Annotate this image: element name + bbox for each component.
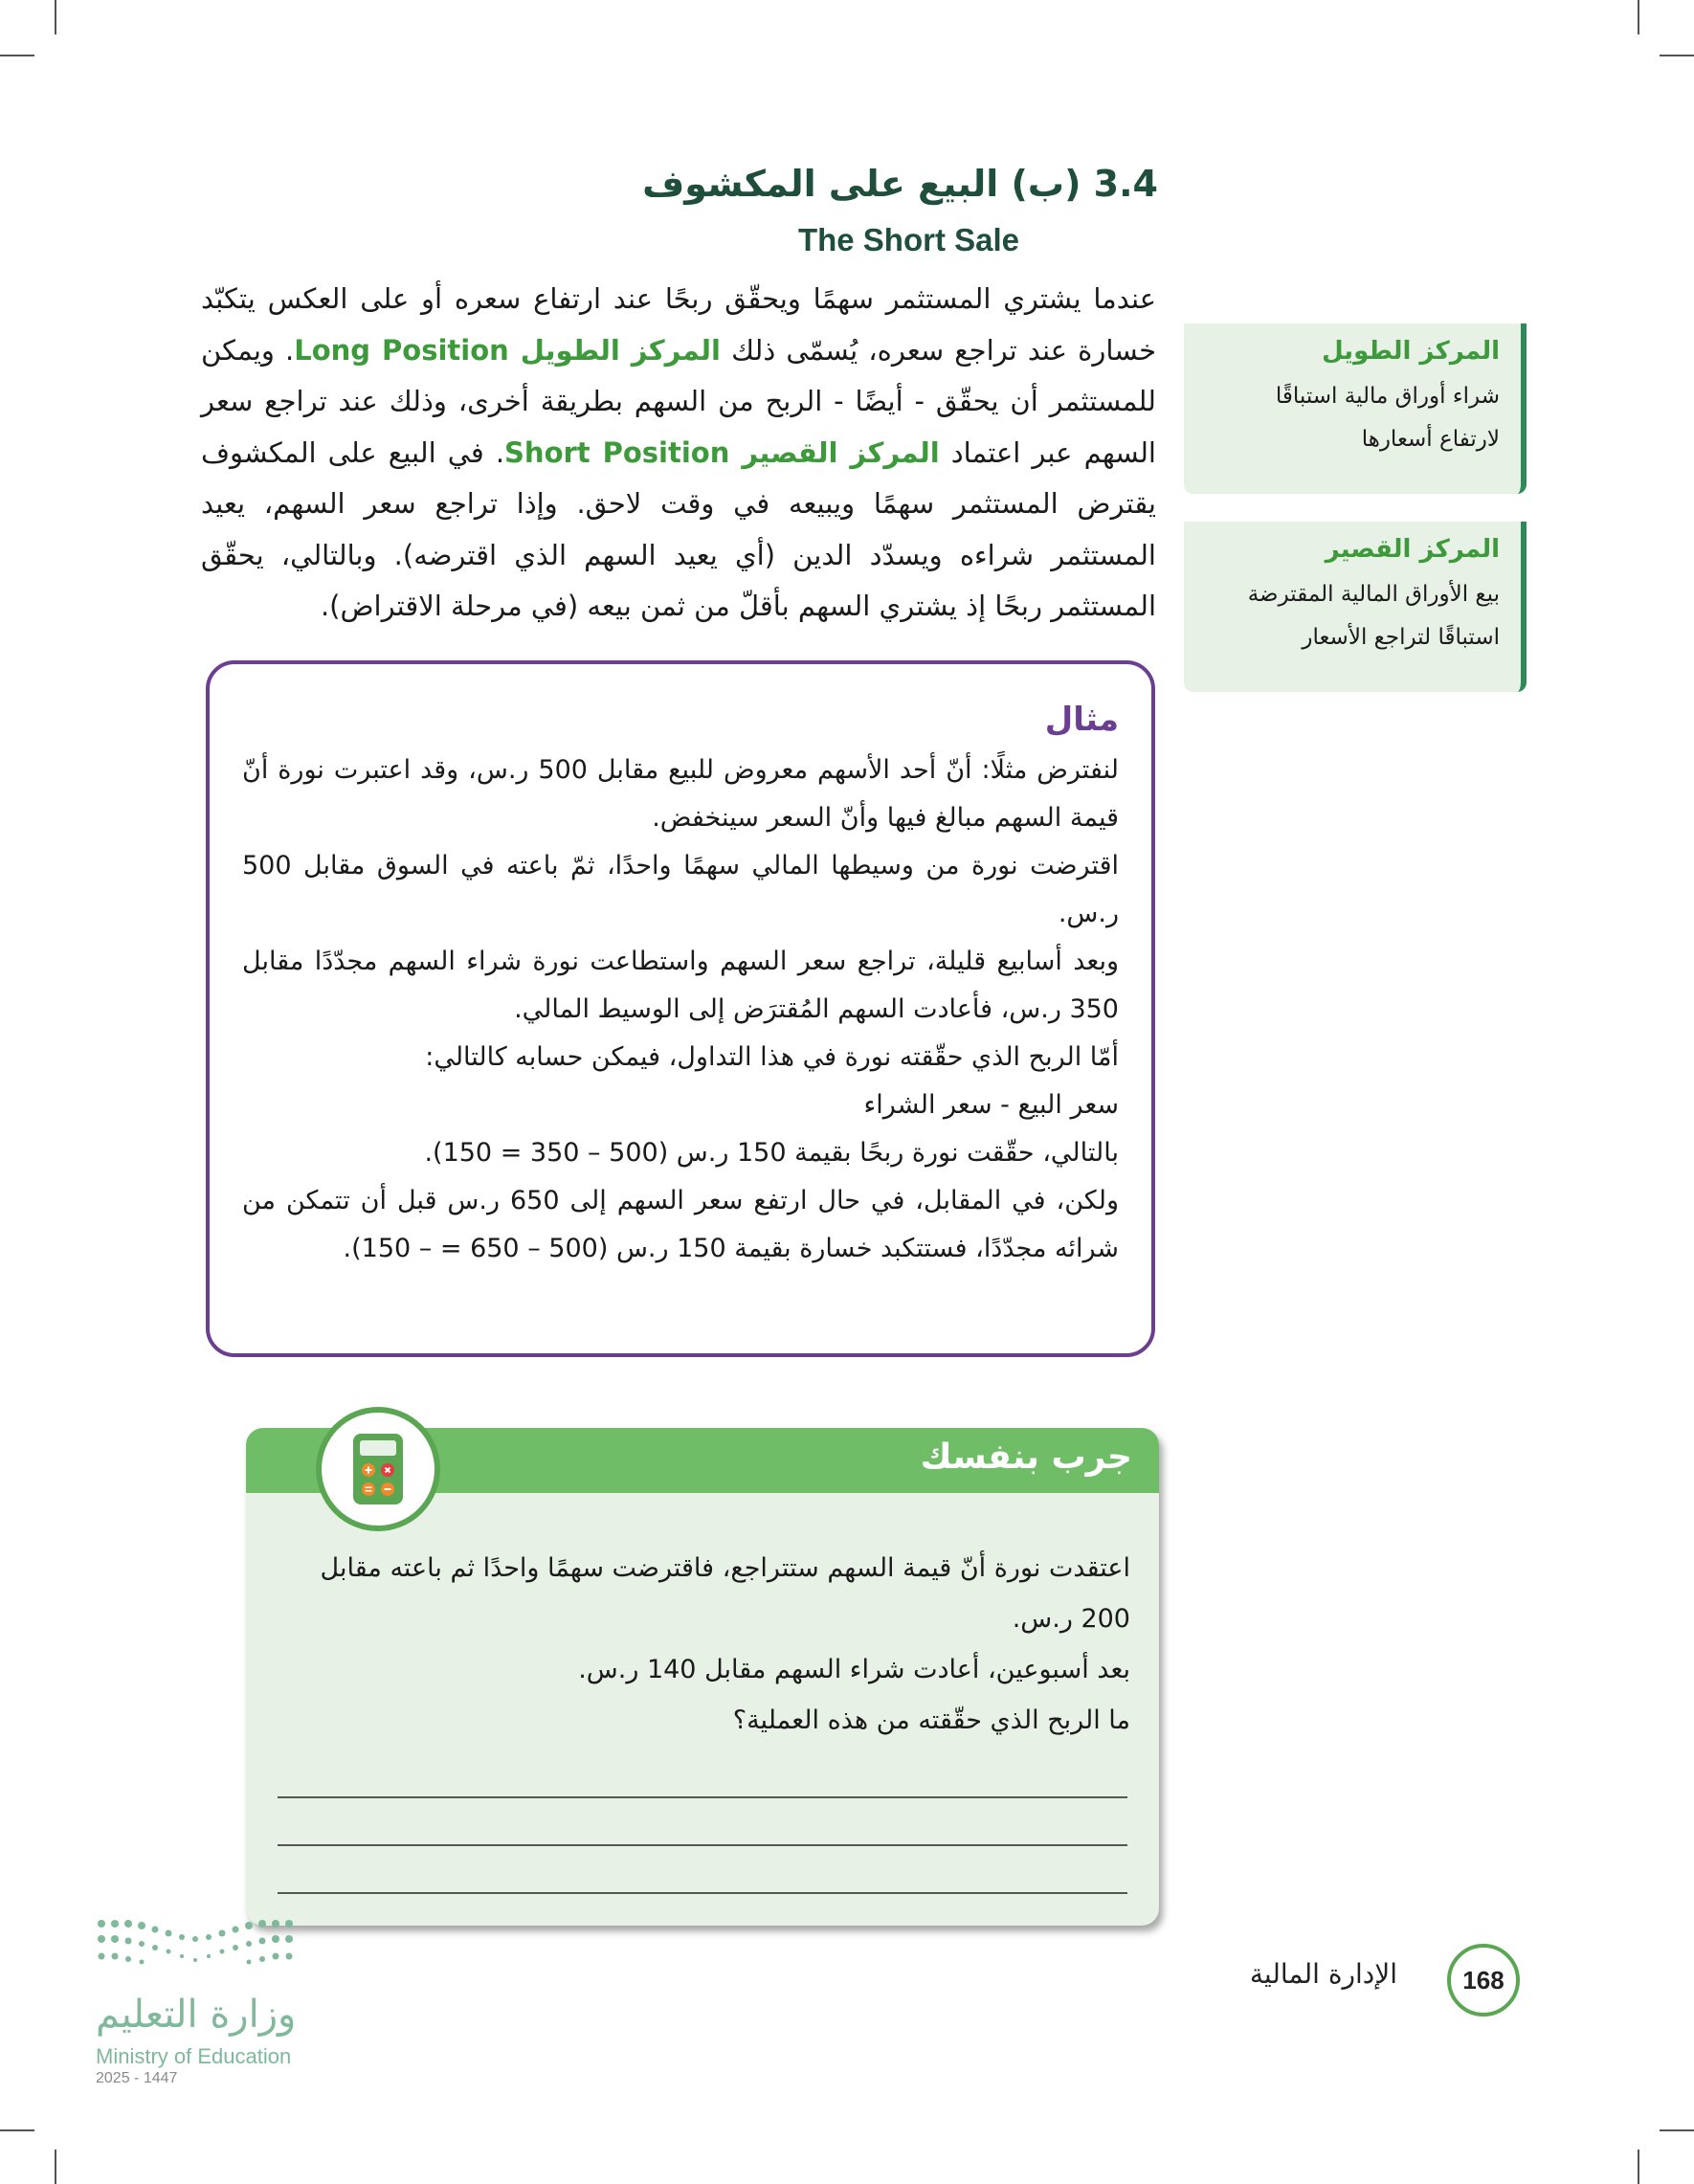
glossary-short-position bbox=[1184, 522, 1527, 692]
glossary-term: المركز الطويل bbox=[1322, 337, 1500, 366]
example-line: سعر البيع - سعر الشراء bbox=[863, 1090, 1119, 1120]
answer-line bbox=[278, 1796, 1127, 1798]
example-line: بالتالي، حقّقت نورة ربحًا بقيمة 150 ر.س (500 – 350 = 150). bbox=[424, 1138, 1119, 1168]
example-line: لنفترض مثلًا: أنّ أحد الأسهم معروض للبيع مقابل 500 ر.س، وقد اعتبرت نورة أنّ قيمة السهم مبالغ فيها وأنّ السعر سينخفض. bbox=[242, 755, 1119, 833]
try-yourself-box bbox=[246, 1428, 1159, 1926]
glossary-definition: لارتفاع أسعارها bbox=[1361, 427, 1500, 452]
ministry-name-english: Ministry of Education bbox=[96, 2044, 292, 2068]
intro-text-3: . في البيع على المكشوف يقترض المستثمر سهمًا ويبيعه في وقت لاحق. وإذا تراجع سعر السهم، يعيد المستثمر شراءه ويسدّد الدين (أي يعيد السهم الذي اقترضه). وبالتالي، يحقّق المستثمر ربحًا إذ يشتري السهم بأقلّ من ثمن بيعه (في مرحلة الاقتراض). bbox=[201, 435, 1156, 622]
intro-text-1: عندما يشتري المستثمر سهمًا ويحقّق ربحًا عند ارتفاع سعره أو على العكس يتكبّد خسارة عند تراجع سعره، يُسمّى ذلك bbox=[201, 282, 1157, 367]
crop-mark bbox=[55, 0, 56, 34]
crop-mark bbox=[1638, 2150, 1639, 2184]
ministry-logo-icon bbox=[96, 1918, 301, 1990]
page-number: 168 bbox=[1447, 1944, 1520, 2017]
try-line: بعد أسبوعين، أعادت شراء السهم مقابل 140 ر.س. bbox=[578, 1655, 1130, 1684]
crop-mark bbox=[1660, 55, 1694, 56]
glossary-long-position bbox=[1184, 323, 1527, 494]
try-line: ما الربح الذي حقّقته من هذه العملية؟ bbox=[732, 1705, 1130, 1735]
ministry-name-arabic: وزارة التعليم bbox=[96, 1993, 297, 2037]
try-line: اعتقدت نورة أنّ قيمة السهم ستتراجع، فاقترضت سهمًا واحدًا ثم باعته مقابل 200 ر.س. bbox=[320, 1553, 1130, 1634]
example-line: ولكن، في المقابل، في حال ارتفع سعر السهم إلى 650 ر.س قبل أن تتمكن من شرائه مجدّدًا، فستتكبد خسارة بقيمة 150 ر.س (500 – 650 = – 150). bbox=[242, 1186, 1119, 1263]
example-box bbox=[206, 660, 1155, 1357]
section-title-arabic: 3.4 (ب) البيع على المكشوف bbox=[642, 163, 1158, 205]
glossary-definition: بيع الأوراق المالية المقترضة bbox=[1247, 582, 1500, 607]
glossary-definition: شراء أوراق مالية استباقًا bbox=[1275, 384, 1500, 409]
glossary-definition: استباقًا لتراجع الأسعار bbox=[1302, 625, 1500, 650]
term-long-position: المركز الطويل Long Position bbox=[294, 333, 721, 367]
intro-text-2: . ويمكن للمستثمر أن يحقّق - أيضًا - الربح من السهم بطريقة أخرى، وذلك عند تراجع سعر السهم عبر اعتماد bbox=[201, 333, 1156, 469]
answer-line bbox=[278, 1892, 1127, 1894]
example-line: أمّا الربح الذي حقّقته نورة في هذا التداول، فيمكن حسابه كالتالي: bbox=[425, 1042, 1119, 1072]
calculator-icon bbox=[316, 1407, 440, 1531]
example-line: اقترضت نورة من وسيطها المالي سهمًا واحدًا، ثمّ باعته في السوق مقابل 500 ر.س. bbox=[242, 851, 1119, 928]
edition-year: 2025 - 1447 bbox=[96, 2070, 178, 2086]
crop-mark bbox=[0, 55, 34, 56]
crop-mark bbox=[1638, 0, 1639, 34]
example-title: مثال bbox=[1044, 701, 1119, 739]
try-yourself-body bbox=[275, 1543, 1130, 1746]
glossary-term: المركز القصير bbox=[1325, 535, 1500, 564]
example-line: وبعد أسابيع قليلة، تراجع سعر السهم واستطاعت نورة شراء السهم مجدّدًا مقابل 350 ر.س، فأعادت السهم المُقترَض إلى الوسيط المالي. bbox=[242, 947, 1119, 1024]
crop-mark bbox=[0, 2129, 34, 2131]
intro-paragraph bbox=[201, 274, 1156, 633]
try-yourself-title: جرب بنفسك bbox=[920, 1437, 1132, 1477]
answer-line bbox=[278, 1844, 1127, 1846]
book-title: الإدارة المالية bbox=[1249, 1958, 1397, 1990]
term-short-position: المركز القصير Short Position bbox=[504, 435, 940, 469]
section-title-english: The Short Sale bbox=[797, 222, 1019, 257]
crop-mark bbox=[1660, 2129, 1694, 2131]
crop-mark bbox=[55, 2150, 56, 2184]
